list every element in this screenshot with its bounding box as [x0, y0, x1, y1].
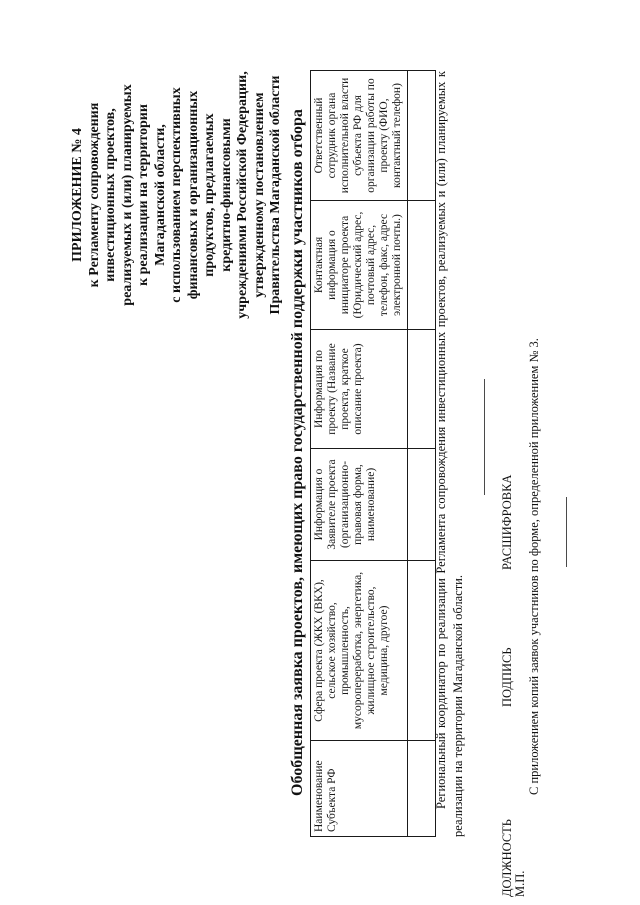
column-header-applicant-info: Информация о Заявителе проекта (организационно-правовая форма, наименование)	[311, 449, 408, 561]
column-header-project-info: Информация по проекту (Название проекта, краткое описание проекта)	[311, 330, 408, 449]
coordinator-paragraph: Региональный координатор по реализации Регламента сопровождения инвестиционных проектов, реализуемых и (или) планируемых к реализации на территории Магаданской области.	[434, 71, 465, 837]
table-cell	[408, 201, 436, 330]
column-header-project-sphere: Сфера проекта (ЖКХ (ВКХ), сельское хозяйство, промышленность, мусоропереработка, энергетика, жилищное строительство, медицина, другое)	[311, 561, 408, 741]
table-cell	[408, 449, 436, 561]
appendix-header: ПРИЛОЖЕНИЕ № 4 к Регламенту сопровождения инвестиционных проектов, реализуемых и (или) планируемых к реализации на территории Магаданской области, с использованием перспективных финансовых и организационных продуктов, предлагаемых кредитно-финансовыми учреждениями Российской Федерации, утвержденному постановлением Правительства Магаданской области	[70, 71, 283, 319]
table-cell	[408, 741, 436, 837]
column-header-responsible-officer: Ответственный сотрудник органа исполнительной власти субъекта РФ для организации работы по проекту (ФИО, контактный телефон)	[311, 71, 408, 201]
table-cell	[408, 561, 436, 741]
document-title: Обобщенная заявка проектов, имеющих право государственной поддержки участников отбора	[289, 109, 306, 796]
table-cell	[408, 71, 436, 201]
application-table-wrapper	[310, 71, 436, 837]
table-row	[408, 71, 436, 837]
table-cell	[408, 330, 436, 449]
attachment-note: С приложением копий заявок участников по форме, определенной приложением № 3.	[527, 338, 541, 795]
table-header-row	[311, 71, 408, 837]
column-header-contact-info: Контактная информация о инициаторе проекта (Юридический адрес, почтовый адрес, телефон, факс, адрес электронной почты.)	[311, 201, 408, 330]
position-label: ДОЛЖНОСТЬ	[500, 819, 514, 897]
name-decode-label: РАСШИФРОВКА	[500, 474, 514, 570]
signature-label: ПОДПИСЬ	[500, 647, 514, 707]
signature-line	[566, 497, 567, 567]
signature-line	[484, 379, 485, 495]
application-table	[310, 70, 436, 837]
seal-label: М.П.	[513, 870, 527, 897]
column-header-subject: Наименование Субъекта РФ	[311, 741, 408, 837]
